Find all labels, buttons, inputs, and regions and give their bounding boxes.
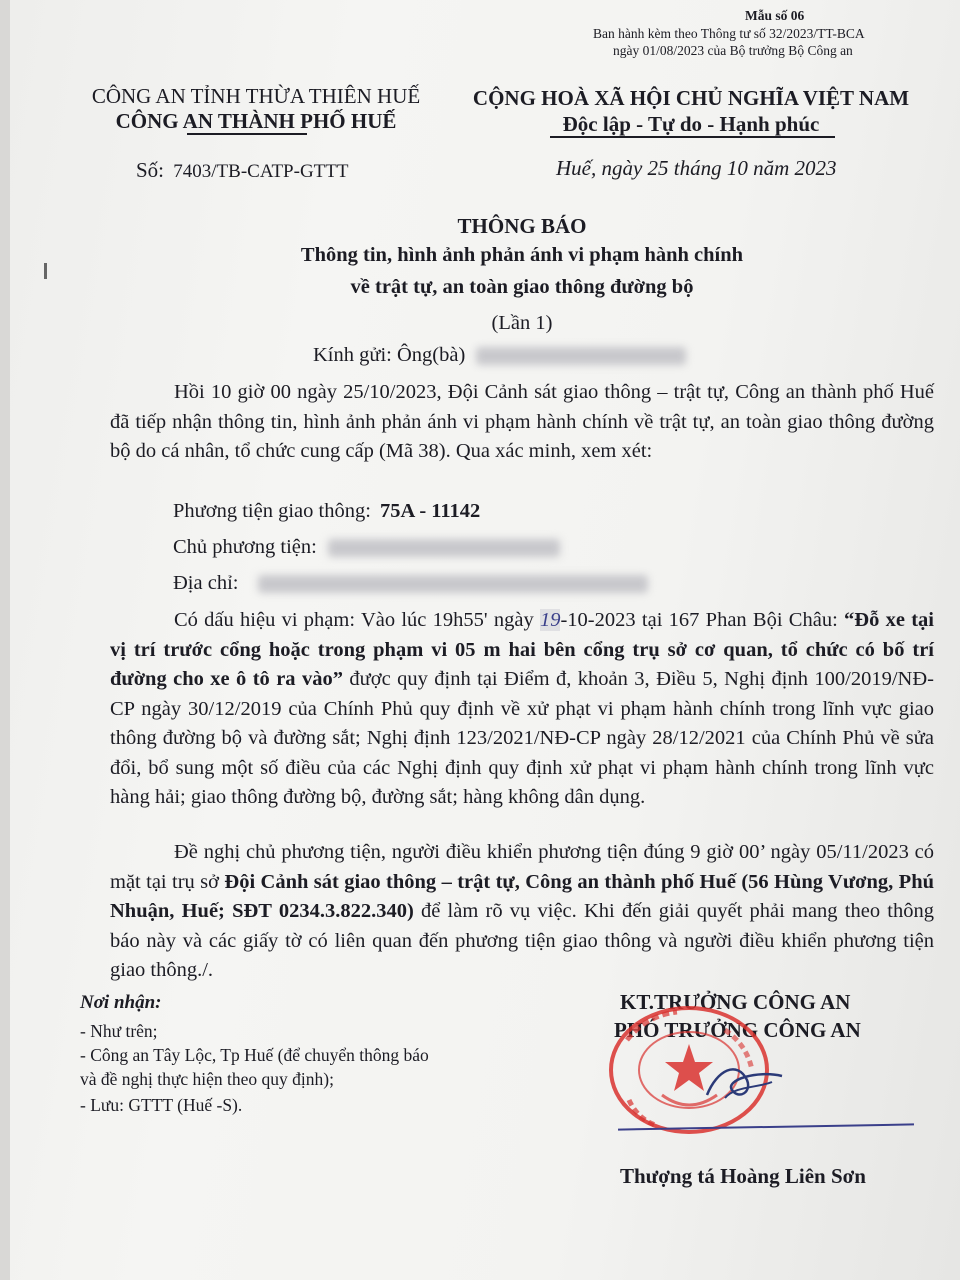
- notice-attempt: (Lần 1): [491, 312, 553, 334]
- document-subtitle-2: về trật tự, an toàn giao thông đường bộ: [350, 276, 694, 298]
- intro-paragraph: [110, 378, 934, 467]
- vehicle-label: Phương tiện giao thông:: [173, 500, 371, 522]
- violation-lead: Có dấu hiệu vi phạm: Vào lúc 19h55' ngày: [174, 609, 540, 631]
- recipient-2: - Công an Tây Lộc, Tp Huế (để chuyển thông báo: [80, 1045, 429, 1065]
- owner-line: [173, 534, 560, 560]
- document-subtitle-1: Thông tin, hình ảnh phản ánh vi phạm hành chính: [300, 244, 744, 266]
- violation-after-day: -10-2023 tại 167 Phan Bội Châu:: [560, 609, 845, 631]
- redacted-owner: [328, 539, 560, 557]
- form-issued-with: Ban hành kèm theo Thông tư số 32/2023/TT-BCA: [593, 26, 865, 41]
- document-number: [136, 158, 348, 183]
- form-issued-date: ngày 01/08/2023 của Bộ trưởng Bộ Công an: [613, 43, 853, 58]
- recipient-1: - Như trên;: [80, 1021, 158, 1041]
- addressee-label: Kính gửi: Ông(bà): [313, 344, 466, 366]
- request-lead: Đề nghị chủ phương tiện, người điều khiển phương tiện đúng 9 giờ 00’ ngày 05/11/2023 có mặt tại trụ sở: [110, 841, 934, 893]
- redacted-address: [258, 575, 648, 593]
- vehicle-line: [173, 498, 480, 524]
- number-label: Số:: [136, 158, 165, 182]
- agency-name: CÔNG AN THÀNH PHỐ HUẾ: [115, 109, 397, 133]
- violation-day-handwritten: 19: [539, 609, 561, 631]
- country-name: CỘNG HOÀ XÃ HỘI CHỦ NGHĨA VIỆT NAM: [472, 86, 910, 110]
- agency-underline: [187, 133, 307, 135]
- signer-name: Thượng tá Hoàng Liên Sơn: [620, 1164, 866, 1188]
- owner-label: Chủ phương tiện:: [173, 536, 317, 558]
- address-label: Địa chỉ:: [173, 572, 239, 594]
- motto-underline: [550, 136, 835, 138]
- request-rest: để làm rõ vụ việc. Khi đến giải quyết phải mang theo thông báo này và các giấy tờ có liên quan đến phương tiện giao thông và người điều khiển phương tiện giao thông./.: [110, 900, 934, 981]
- violation-rest: được quy định tại Điểm đ, khoản 3, Điều 5, Nghị định 100/2019/NĐ-CP ngày 30/12/2019 của Chính Phủ quy định về xử phạt vi phạm hành chính trong lĩnh vực giao thông đường bộ và đường sắt; Nghị định 123/2021/NĐ-CP ngày 28/12/2021 của Chính Phủ về sửa đổi, bổ sung một số điều của các Nghị định quy định xử phạt vi phạm hành chính trong lĩnh vực hàng hải; giao thông đường bộ, đường sắt; hàng không dân dụng.: [110, 668, 934, 808]
- national-motto: Độc lập - Tự do - Hạnh phúc: [562, 112, 820, 136]
- recipient-4: - Lưu: GTTT (Huế -S).: [80, 1095, 243, 1115]
- address-line: [173, 570, 648, 596]
- place-date: Huế, ngày 25 tháng 10 năm 2023: [556, 156, 837, 180]
- redacted-name: [476, 347, 686, 365]
- signer-role-2: PHÓ TRƯỞNG CÔNG AN: [614, 1018, 861, 1042]
- addressee: [313, 342, 686, 368]
- margin-mark: [44, 263, 47, 279]
- request-place: Đội Cảnh sát giao thông – trật tự, Công an thành phố Huế (56 Hùng Vương, Phú Nhuận, Huế; SĐT 0234.3.822.340): [110, 870, 935, 922]
- vehicle-plate: 75A - 11142: [380, 500, 481, 522]
- intro-text: Hồi 10 giờ 00 ngày 25/10/2023, Đội Cảnh sát giao thông – trật tự, Công an thành phố Huế đã tiếp nhận thông tin, hình ảnh phản ánh vi phạm hành chính về trật tự, an toàn giao thông đường bộ do cá nhân, tổ chức cung cấp (Mã 38). Qua xác minh, xem xét:: [110, 381, 934, 462]
- form-number: Mẫu số 06: [745, 8, 805, 23]
- violation-paragraph: [110, 606, 934, 813]
- violation-quote: “Đỗ xe tại vị trí trước cổng hoặc trong phạm vi 05 m hai bên cổng trụ sở cơ quan, tổ chức có bố trí đường cho xe ô tô ra vào”: [110, 609, 934, 690]
- recipients-label: Nơi nhận:: [80, 992, 162, 1013]
- request-paragraph: [110, 838, 934, 986]
- signer-role-1: KT.TRƯỞNG CÔNG AN: [620, 990, 851, 1014]
- number-value: 7403/TB-CATP-GTTT: [173, 161, 349, 182]
- agency-parent: CÔNG AN TỈNH THỪA THIÊN HUẾ: [91, 84, 421, 108]
- document-page: [10, 0, 960, 1280]
- recipient-3: và đề nghị thực hiện theo quy định);: [80, 1069, 334, 1089]
- document-title: THÔNG BÁO: [457, 214, 587, 238]
- official-seal-icon: [607, 1000, 785, 1136]
